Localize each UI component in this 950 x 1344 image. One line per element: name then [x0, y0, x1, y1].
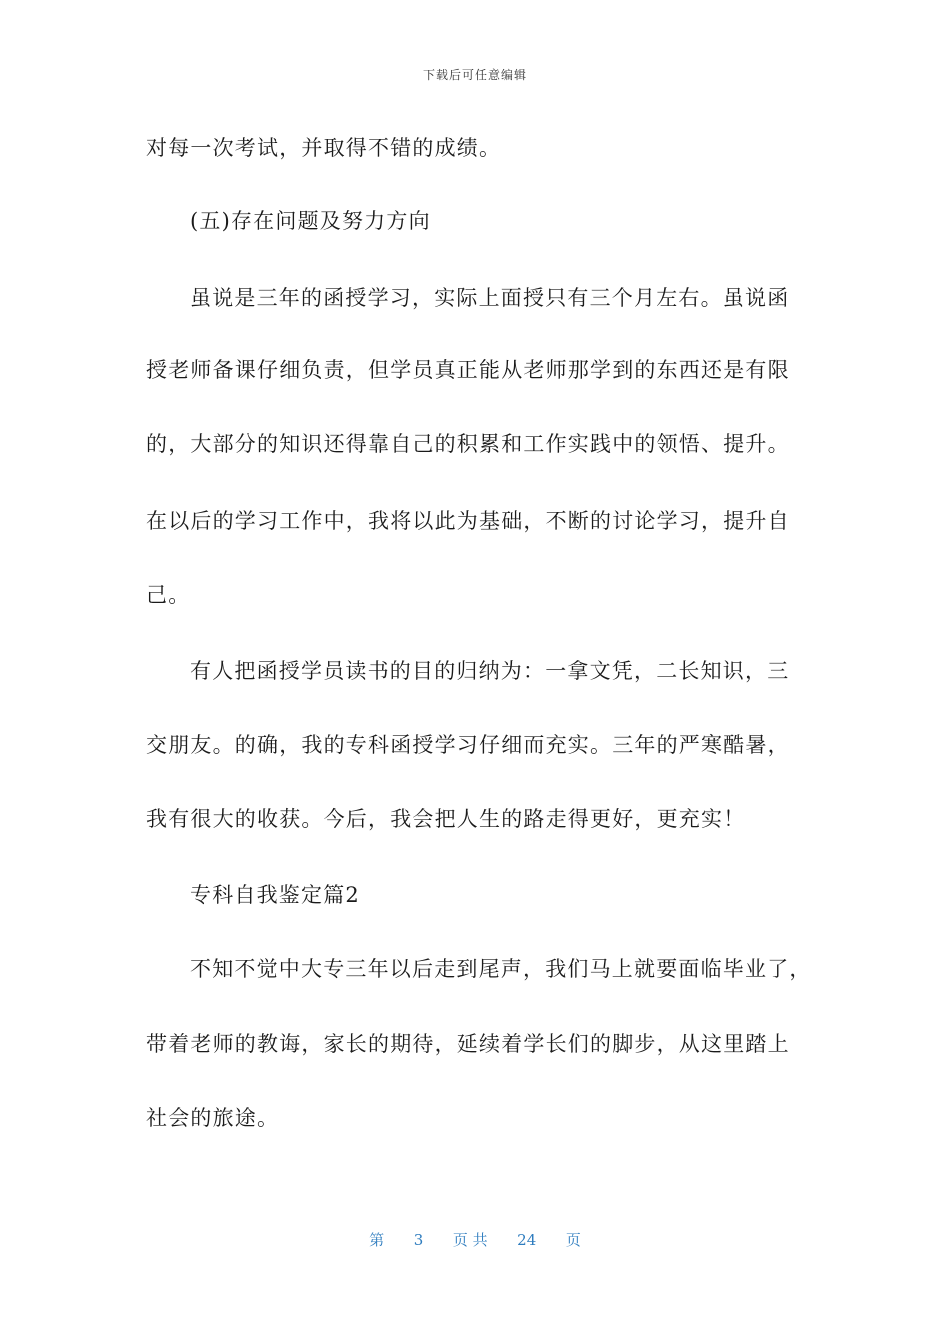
paragraph-line: 在以后的学习工作中，我将以此为基础，不断的讨论学习，提升自 — [146, 509, 790, 533]
paragraph-line: 带着老师的教诲，家长的期待，延续着学长们的脚步，从这里踏上 — [146, 1032, 790, 1056]
paragraph-line: 授老师备课仔细负责，但学员真正能从老师那学到的东西还是有限 — [146, 358, 790, 382]
paragraph-line: 的，大部分的知识还得靠自己的积累和工作实践中的领悟、提升。 — [146, 432, 790, 456]
paragraph-line: 社会的旅途。 — [146, 1106, 280, 1130]
section-heading: 专科自我鉴定篇2 — [190, 883, 360, 907]
page-prefix: 第 — [369, 1231, 385, 1249]
paragraph-line: 我有很大的收获。今后，我会把人生的路走得更好，更充实！ — [146, 807, 746, 831]
paragraph-line: 交朋友。的确，我的专科函授学习仔细而充实。三年的严寒酷暑， — [146, 733, 790, 757]
paragraph-line: 有人把函授学员读书的目的归纳为：一拿文凭，二长知识，三 — [190, 659, 790, 683]
paragraph-line: 虽说是三年的函授学习，实际上面授只有三个月左右。虽说函 — [190, 286, 790, 310]
page-footer — [0, 1229, 950, 1250]
page-total: 24 — [517, 1231, 537, 1249]
paragraph-line: 己。 — [146, 583, 191, 607]
header-note: 下载后可任意编辑 — [422, 68, 527, 82]
page-suffix: 页 — [565, 1231, 581, 1249]
section-heading: (五)存在问题及努力方向 — [190, 209, 431, 233]
paragraph-line: 不知不觉中大专三年以后走到尾声，我们马上就要面临毕业了， — [190, 957, 812, 981]
page-number: 3 — [413, 1231, 424, 1249]
page-mid: 页 共 — [452, 1231, 488, 1249]
text-line: 对每一次考试，并取得不错的成绩。 — [146, 136, 502, 160]
